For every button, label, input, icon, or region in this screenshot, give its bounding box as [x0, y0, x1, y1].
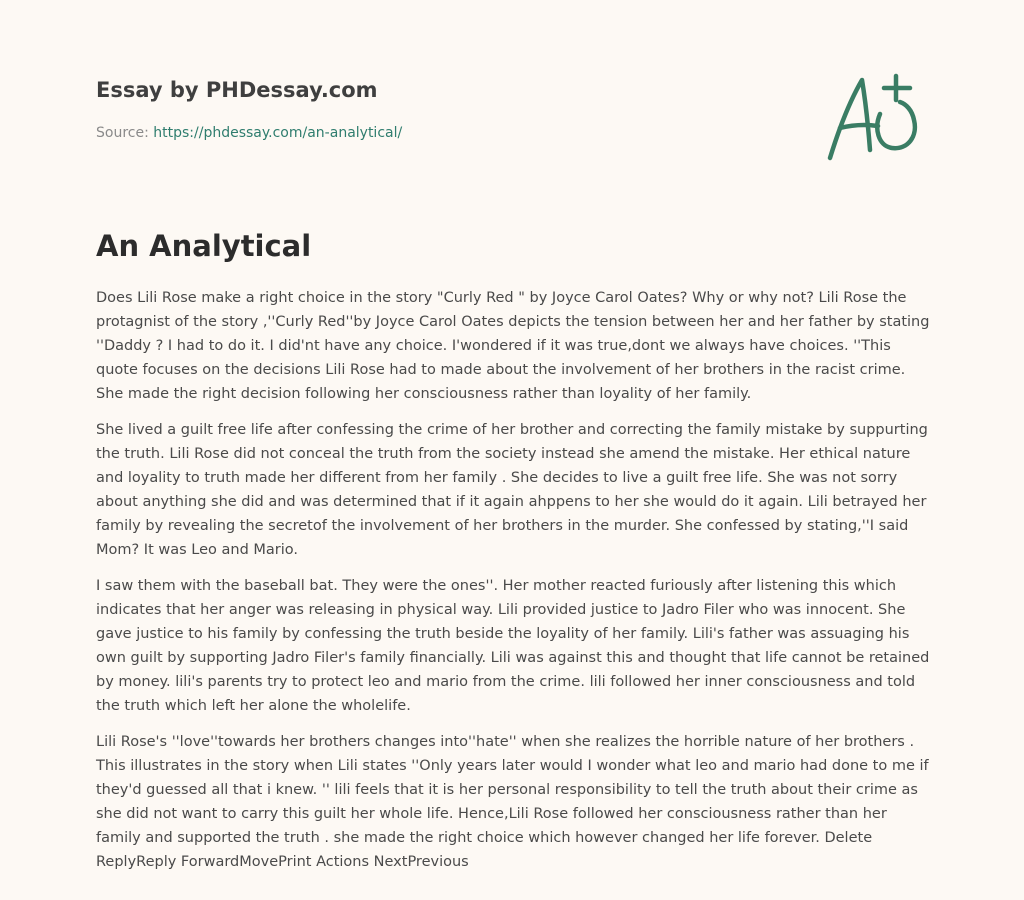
page-header [96, 76, 926, 143]
essay-paragraph: Does Lili Rose make a right choice in the story "Curly Red " by Joyce Carol Oates? Why or why not? Lili Rose the protagnist of the story ,''Curly Red''by Joyce Carol Oates depicts the tension between her and her father by stating ''Daddy ? I had to do it. I did'nt have any choice. I'wondered if it was true,dont we always have choices. ''This quote focuses on the decisions Lili Rose had to made about the involvement of her brothers in the racist crime. She made the right decision following her consciousness rather than loyality of her family. [96, 290, 930, 402]
source-line [96, 123, 926, 143]
source-link[interactable]: https://phdessay.com/an-analytical/ [153, 125, 403, 141]
essay-body [96, 286, 934, 886]
source-label: Source: [96, 125, 154, 141]
essay-title: An Analytical [96, 229, 312, 263]
essay-paragraph: I saw them with the baseball bat. They were the ones''. Her mother reacted furiously after listening this which indicates that her anger was releasing in physical way. Lili provided justice to Jadro Filer who was innocent. She gave justice to his family by confessing the truth beside the loyality of her family. Lili's father was assuaging his own guilt by supporting Jadro Filer's family financially. Lili was against this and thought that life cannot be retained by money. lili's parents try to protect leo and mario from the crime. lili followed her inner consciousness and told the truth which left her alone the wholelife. [96, 578, 930, 714]
a-plus-grade-icon [824, 70, 928, 164]
essay-paragraph: She lived a guilt free life after confessing the crime of her brother and correcting the family mistake by suppurting the truth. Lili Rose did not conceal the truth from the society instead she amend the mistake. Her ethical nature and loyality to truth made her different from her family . She decides to live a guilt free life. She was not sorry about anything she did and was determined that if it again ahppens to her she would do it again. Lili betrayed her family by revealing the secretof the involvement of her brothers in the murder. She confessed by stating,''I said Mom? It was Leo and Mario. [96, 422, 928, 558]
essay-paragraph: Lili Rose's ''love''towards her brothers changes into''hate'' when she realizes the horrible nature of her brothers . This illustrates in the story when Lili states ''Only years later would I wonder what leo and mario had done to me if they'd guessed all that i knew. '' lili feels that it is her personal responsibility to tell the truth about their crime as she did not want to carry this guilt her whole life. Hence,Lili Rose followed her consciousness rather than her family and supported the truth . she made the right choice which however changed her life forever. Delete ReplyReply ForwardMovePrint Actions NextPrevious [96, 734, 929, 870]
site-brand: Essay by PHDessay.com [96, 78, 378, 102]
